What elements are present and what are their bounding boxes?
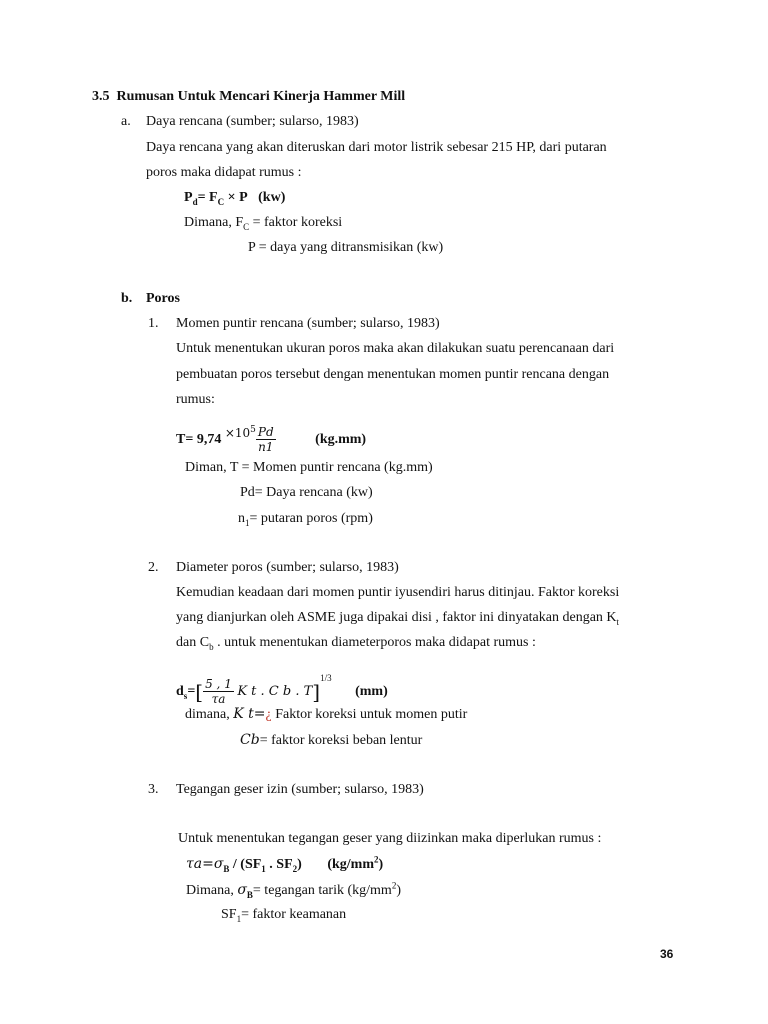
item-2-marker: 2. [148, 560, 159, 575]
item-3-marker: 3. [148, 782, 159, 797]
definition-fc: Dimana, $F_C$ = faktor koreksi [184, 215, 343, 232]
formula-power-unit: (kw) [258, 190, 286, 205]
item-2-paragraph-line2: yang dianjurkan oleh ASME juga dipakai disi , faktor ini dinyatakan dengan $K_t$ [176, 610, 620, 627]
formula-torque: $T= 9,74 \times 10^5$ $\frac{Pd}{n1}$ (kg.mm) [176, 425, 367, 455]
formula-diameter-fraction: $\frac{5 , 1}{\tau a}$ [205, 677, 232, 707]
formula-power: $P_d= F_C \times P$ (kw) [184, 190, 286, 207]
definition-t: Diman, T = Momen puntir rencana (kg.mm) [185, 460, 433, 475]
item-3-heading: Tegangan geser izin (sumber; sularso, 1983) [176, 782, 424, 797]
item-2-paragraph-line3: dan $C_b$ . untuk menentukan diameterporos maka didapat rumus : [176, 635, 536, 652]
definition-sigma-b: Dimana, $\sigma_B=$ tegangan tarik $(kg/mm^2)$ [186, 880, 401, 900]
definition-n1: $n_1=$ putaran poros (rpm) [238, 511, 373, 528]
section-heading [92, 88, 405, 106]
formula-diameter: $d_s=$[ $\frac{5 , 1}{\tau a}$ K t . C b . T]$^{1/3}$ (mm) [176, 673, 388, 707]
item-3-paragraph: Untuk menentukan tegangan geser yang diizinkan maka diperlukan rumus : [178, 831, 602, 846]
item-b-title: Poros [146, 291, 180, 306]
item-2-paragraph-line1: Kemudian keadaan dari momen puntir iyusendiri harus ditinjau. Faktor koreksi [176, 585, 620, 600]
item-a-paragraph-line1: Daya rencana yang akan diteruskan dari motor listrik sebesar 215 HP, dari putaran [146, 140, 607, 155]
definition-pd: Pd= Daya rencana (kw) [240, 485, 373, 500]
item-2-heading: Diameter poros (sumber; sularso, 1983) [176, 560, 399, 575]
item-a-marker: a. [121, 114, 131, 129]
formula-torque-unit: (kg.mm) [315, 432, 367, 447]
item-a-paragraph-line2: poros maka didapat rumus : [146, 165, 302, 180]
formula-shear-unit: $(kg/mm^2)$ [327, 854, 384, 872]
item-b-marker: b. [121, 291, 133, 306]
formula-torque-fraction: $\frac{Pd}{n1}$ [257, 425, 274, 455]
section-title: Rumusan Untuk Mencari Kinerja Hammer Mill [116, 89, 406, 104]
item-1-paragraph-line3: rumus: [176, 392, 215, 407]
item-1-paragraph-line2: pembuatan poros tersebut dengan menentukan momen puntir rencana dengan [176, 367, 610, 382]
item-1-paragraph-line1: Untuk menentukan ukuran poros maka akan dilakukan suatu perencanaan dari [176, 341, 615, 356]
formula-diameter-unit: (mm) [355, 684, 388, 699]
item-a-heading: Daya rencana (sumber; sularso, 1983) [146, 114, 359, 129]
page-number: 36 [660, 947, 674, 961]
formula-shear: $\tau a=\sigma_B / (SF_1$ . $SF_2$) $(kg/mm^2)$ [186, 854, 384, 874]
item-1-heading: Momen puntir rencana (sumber; sularso, 1983) [176, 316, 440, 331]
definition-cb: Cb= faktor koreksi beban lentur [240, 732, 423, 748]
definition-p: P = daya yang ditransmisikan (kw) [248, 240, 444, 255]
item-1-marker: 1. [148, 316, 159, 331]
section-number: 3.5 [92, 89, 110, 104]
definition-kt: dimana, K t=¿ Faktor koreksi untuk momen putir [185, 706, 468, 722]
definition-sf1: $SF_1=$ faktor keamanan [221, 907, 347, 924]
